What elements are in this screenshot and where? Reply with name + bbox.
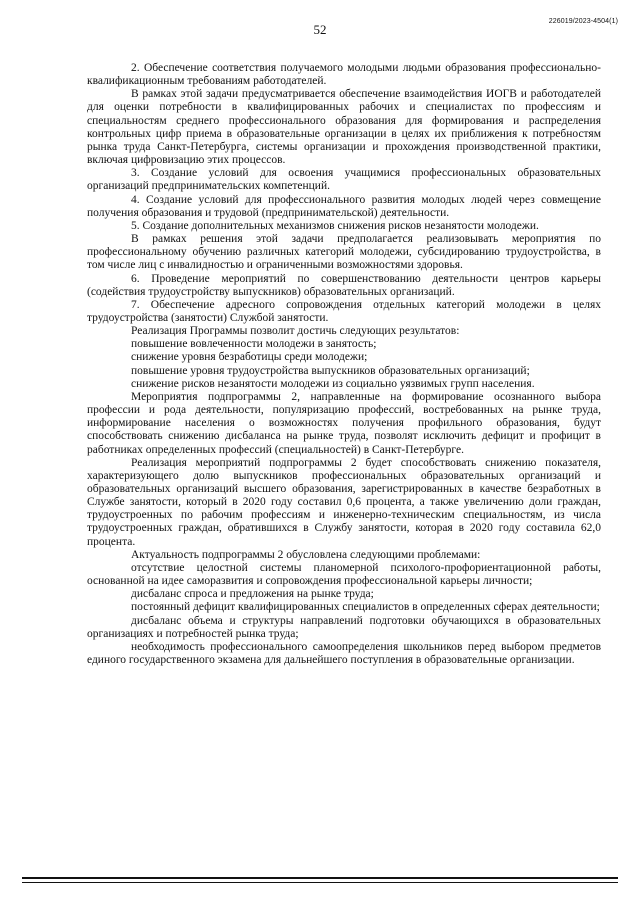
list-item: постоянный дефицит квалифицированных специалистов в определенных сферах деятельности; [131, 601, 600, 614]
paragraph: 5. Создание дополнительных механизмов снижения рисков незанятости молодежи. [131, 219, 539, 232]
paragraph: 3. Создание условий для освоения учащимися профессиональных образовательных организаций предпринимательских компетенций. [87, 167, 601, 193]
document-code: 226019/2023-4504(1) [548, 18, 618, 25]
list-item: дисбаланс объема и структуры направлений подготовки обучающихся в образовательных организациях и потребностей рынка труда; [87, 614, 601, 640]
list-item: снижение уровня безработицы среди молодежи; [131, 351, 368, 364]
document-body [87, 62, 601, 667]
paragraph: В рамках решения этой задачи предполагается реализовывать мероприятия по профессиональному обучению различных категорий молодежи, субсидированию трудоустройства, в том числе лиц с инвалидностью и ограниченными возможностями здоровья. [87, 233, 601, 272]
paragraph: 7. Обеспечение адресного сопровождения отдельных категорий молодежи в целях трудоустройства (занятости) Службой занятости. [87, 298, 601, 324]
list-item: отсутствие целостной системы планомерной психолого-профориентационной работы, основанной на идее саморазвития и сопровождения профессиональной карьеры личности; [87, 561, 601, 588]
paragraph: 4. Создание условий для профессионального развития молодых людей через совмещение получения образования и трудовой (предпринимательской) деятельности. [87, 193, 601, 219]
list-item: необходимость профессионального самоопределения школьников перед выбором предметов единого государственного экзамена для дальнейшего поступления в образовательные организации. [87, 640, 601, 667]
list-item: повышение уровня трудоустройства выпускников образовательных организаций; [131, 364, 530, 377]
footer-rule [22, 877, 618, 883]
list-item: повышение вовлеченности молодежи в занятость; [131, 338, 377, 351]
page-number: 52 [313, 22, 327, 37]
paragraph: Реализация Программы позволит достичь следующих результатов: [131, 325, 460, 338]
paragraph: 2. Обеспечение соответствия получаемого молодыми людьми образования профессионально-квалификационным требованиям работодателей. [87, 62, 601, 88]
paragraph: Реализация мероприятий подпрограммы 2 будет способствовать снижению показателя, характеризующего долю выпускников профессиональных образовательных организаций и образовательных организаций высшего образования, зарегистрированных в качестве безработных в Службе занятости, который в 2020 году составил 0,6 процента, а также увеличению доли граждан, трудоустроенных по рабочим профессиям и инженерно-техническим специальностям, из числа трудоустроенных граждан, обратившихся в Службу занятости, которая в 2020 году составила 62,0 процента. [87, 456, 601, 548]
paragraph: 6. Проведение мероприятий по совершенствованию деятельности центров карьеры (содействия трудоустройству выпускников) образовательных организаций. [87, 272, 601, 298]
list-item: снижение рисков незанятости молодежи из социально уязвимых групп населения. [131, 377, 535, 390]
list-item: дисбаланс спроса и предложения на рынке труда; [131, 588, 374, 601]
paragraph: Актуальность подпрограммы 2 обусловлена следующими проблемами: [131, 548, 481, 561]
paragraph: В рамках этой задачи предусматривается обеспечение взаимодействия ИОГВ и работодателей для оценки потребности в квалифицированных рабочих и специалистах по профессиям и специальностям среднего профессионального образования для формирования и распределения контрольных цифр приема в образовательные организации в целях их приближения к потребностям рынка труда Санкт-Петербурга, системы организации и прохождения производственной практики, включая цифровизацию этих процессов. [87, 88, 601, 167]
paragraph: Мероприятия подпрограммы 2, направленные на формирование осознанного выбора профессии и рода деятельности, популяризацию профессий, востребованных на рынке труда, информирование населения о возможностях получения профильного образования, будут способствовать снижению дисбаланса на рынке труда, позволят исключить дефицит и профицит в работниках определенных профессий (специальностей) в Санкт-Петербурге. [87, 390, 601, 456]
